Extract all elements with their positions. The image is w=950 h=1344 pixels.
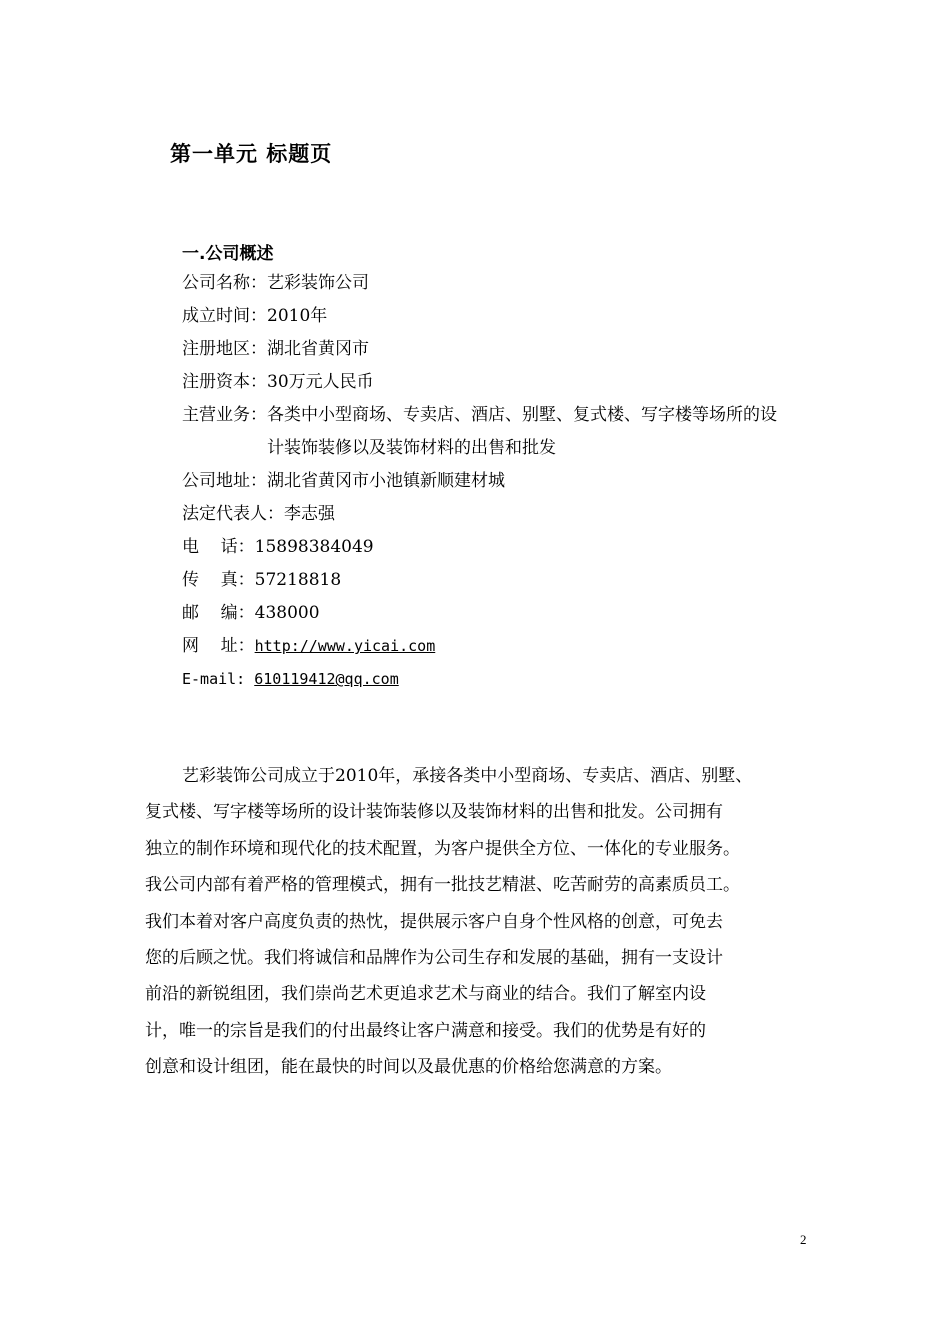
info-value: 各类中小型商场、专卖店、酒店、别墅、复式楼、写字楼等场所的设计装饰装修以及装饰材料的出售和批发	[267, 405, 777, 458]
info-row-legal-rep	[182, 499, 822, 532]
paragraph-line: 独立的制作环境和现代化的技术配置，为客户提供全方位、一体化的专业服务。	[145, 838, 740, 859]
info-label: 法定代表人：	[182, 504, 284, 524]
paragraph-line: 前沿的新锐组团，我们崇尚艺术更追求艺术与商业的结合。我们了解室内设	[145, 984, 706, 1005]
info-label: 主营业务：	[182, 405, 267, 425]
info-label: 公司地址：	[182, 471, 267, 491]
paragraph-line: 艺彩装饰公司成立于2010年，承接各类中小型商场、专卖店、酒店、别墅、	[182, 766, 753, 786]
paragraph-line: 我们本着对客户高度负责的热忱，提供展示客户自身个性风格的创意，可免去	[145, 911, 723, 932]
company-info-list	[182, 268, 822, 697]
info-row-fax	[182, 565, 822, 598]
info-label: 传 真：	[182, 570, 255, 590]
info-row-address	[182, 466, 822, 499]
info-row-phone	[182, 532, 822, 565]
info-row-website	[182, 631, 822, 664]
info-label: E-mail:	[182, 670, 255, 688]
info-row-postcode	[182, 598, 822, 631]
info-value: 湖北省黄冈市	[267, 339, 369, 359]
email-link[interactable]: 610119412@qq.com	[254, 670, 399, 688]
info-row-name	[182, 268, 822, 301]
info-label: 网 址：	[182, 636, 255, 656]
website-link[interactable]: http://www.yicai.com	[254, 637, 436, 655]
info-row-email	[182, 664, 822, 697]
paragraph-line: 计，唯一的宗旨是我们的付出最终让客户满意和接受。我们的优势是有好的	[145, 1020, 706, 1041]
info-label: 注册地区：	[182, 339, 267, 359]
info-label: 注册资本：	[182, 372, 267, 392]
info-row-founded	[182, 301, 822, 334]
info-value: 438000	[254, 603, 320, 623]
section-heading: 一.公司概述	[182, 244, 274, 264]
info-value: 57218818	[254, 570, 342, 590]
info-row-region	[182, 334, 822, 367]
info-value: 2010年	[267, 306, 328, 326]
paragraph-line: 创意和设计组团，能在最快的时间以及最优惠的价格给您满意的方案。	[145, 1057, 672, 1078]
info-value: 30万元人民币	[267, 372, 374, 392]
page-number: 2	[800, 1232, 807, 1247]
info-label: 电 话：	[182, 537, 255, 557]
paragraph-line: 我公司内部有着严格的管理模式，拥有一批技艺精湛、吃苦耐劳的高素质员工。	[145, 875, 740, 896]
info-label: 邮 编：	[182, 603, 255, 623]
info-value: 李志强	[284, 504, 335, 524]
info-row-capital	[182, 367, 822, 400]
info-row-business	[182, 400, 822, 466]
paragraph-line: 您的后顾之忧。我们将诚信和品牌作为公司生存和发展的基础，拥有一支设计	[145, 948, 723, 969]
info-label: 成立时间：	[182, 306, 267, 326]
info-value: 15898384049	[254, 537, 374, 557]
paragraph-line: 复式楼、写字楼等场所的设计装饰装修以及装饰材料的出售和批发。公司拥有	[145, 802, 723, 823]
intro-paragraph	[145, 758, 820, 1086]
info-value: 湖北省黄冈市小池镇新顺建材城	[267, 471, 505, 491]
info-label: 公司名称：	[182, 273, 267, 293]
unit-title: 第一单元 标题页	[170, 142, 333, 166]
info-value: 艺彩装饰公司	[267, 273, 369, 293]
